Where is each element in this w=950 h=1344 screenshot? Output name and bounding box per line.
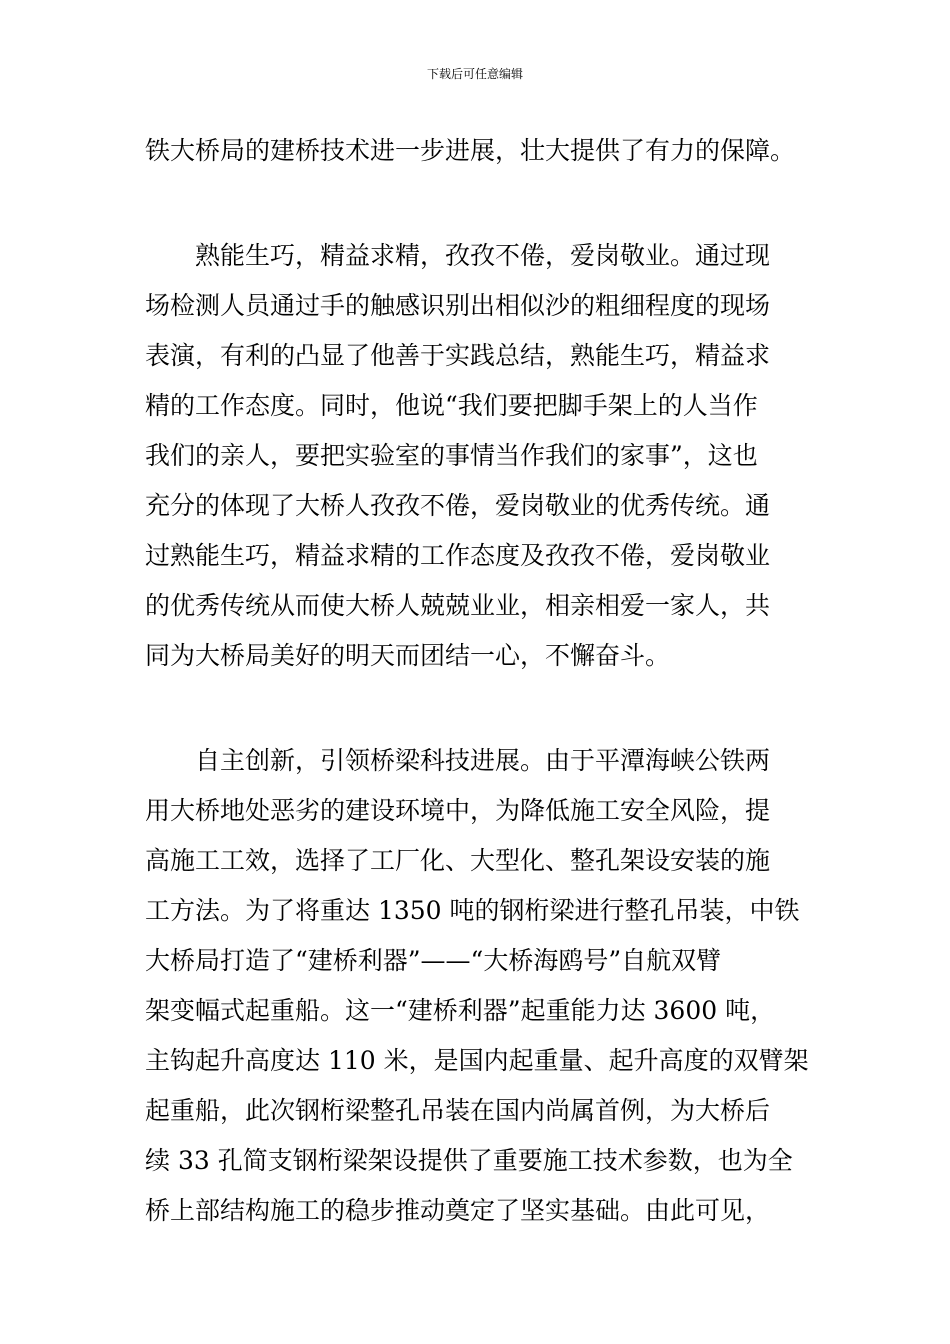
text-line: 主钩起升高度达 110 米，是国内起重量、起升高度的双臂架 — [145, 1046, 809, 1075]
paragraph-1 — [145, 126, 810, 176]
text-line: 桥上部结构施工的稳步推动奠定了坚实基础。由此可见， — [145, 1196, 771, 1225]
text-line: 大桥局打造了“建桥利器”——“大桥海鸥号”自航双臂 — [145, 946, 722, 975]
text-line: 熟能生巧，精益求精，孜孜不倦，爱岗敬业。通过现 — [195, 241, 771, 270]
text-line: 自主创新，引领桥梁科技进展。由于平潭海峡公铁两 — [195, 746, 771, 775]
paragraph-gap — [145, 176, 810, 231]
text-line: 的优秀传统从而使大桥人兢兢业业，相亲相爱一家人，共 — [145, 591, 771, 620]
paragraph-2 — [145, 231, 810, 681]
text-line: 精的工作态度。同时，他说“我们要把脚手架上的人当作 — [145, 391, 758, 420]
document-body — [145, 126, 810, 1236]
text-line: 场检测人员通过手的触感识别出相似沙的粗细程度的现场 — [145, 291, 771, 320]
text-line: 同为大桥局美好的明天而团结一心，不懈奋斗。 — [145, 641, 671, 670]
text-line: 高施工工效，选择了工厂化、大型化、整孔架设安装的施 — [145, 846, 771, 875]
text-line: 充分的体现了大桥人孜孜不倦，爱岗敬业的优秀传统。通 — [145, 491, 771, 520]
text-line: 表演，有利的凸显了他善于实践总结，熟能生巧，精益求 — [145, 341, 771, 370]
text-line: 我们的亲人，要把实验室的事情当作我们的家事”，这也 — [145, 441, 758, 470]
page-header-note: 下载后可任意编辑 — [426, 67, 523, 81]
text-line: 起重船，此次钢桁梁整孔吊装在国内尚属首例，为大桥后 — [145, 1096, 771, 1125]
text-line: 用大桥地处恶劣的建设环境中，为降低施工安全风险，提 — [145, 796, 771, 825]
text-line: 铁大桥局的建桥技术进一步进展，壮大提供了有力的保障。 — [145, 136, 796, 165]
text-line: 过熟能生巧，精益求精的工作态度及孜孜不倦，爱岗敬业 — [145, 541, 771, 570]
text-line: 工方法。为了将重达 1350 吨的钢桁梁进行整孔吊装，中铁 — [145, 896, 800, 925]
text-line: 续 33 孔简支钢桁梁架设提供了重要施工技术参数，也为全 — [145, 1146, 793, 1175]
paragraph-gap — [145, 681, 810, 736]
text-line: 架变幅式起重船。这一“建桥利器”起重能力达 3600 吨， — [145, 996, 776, 1025]
paragraph-3 — [145, 736, 810, 1236]
